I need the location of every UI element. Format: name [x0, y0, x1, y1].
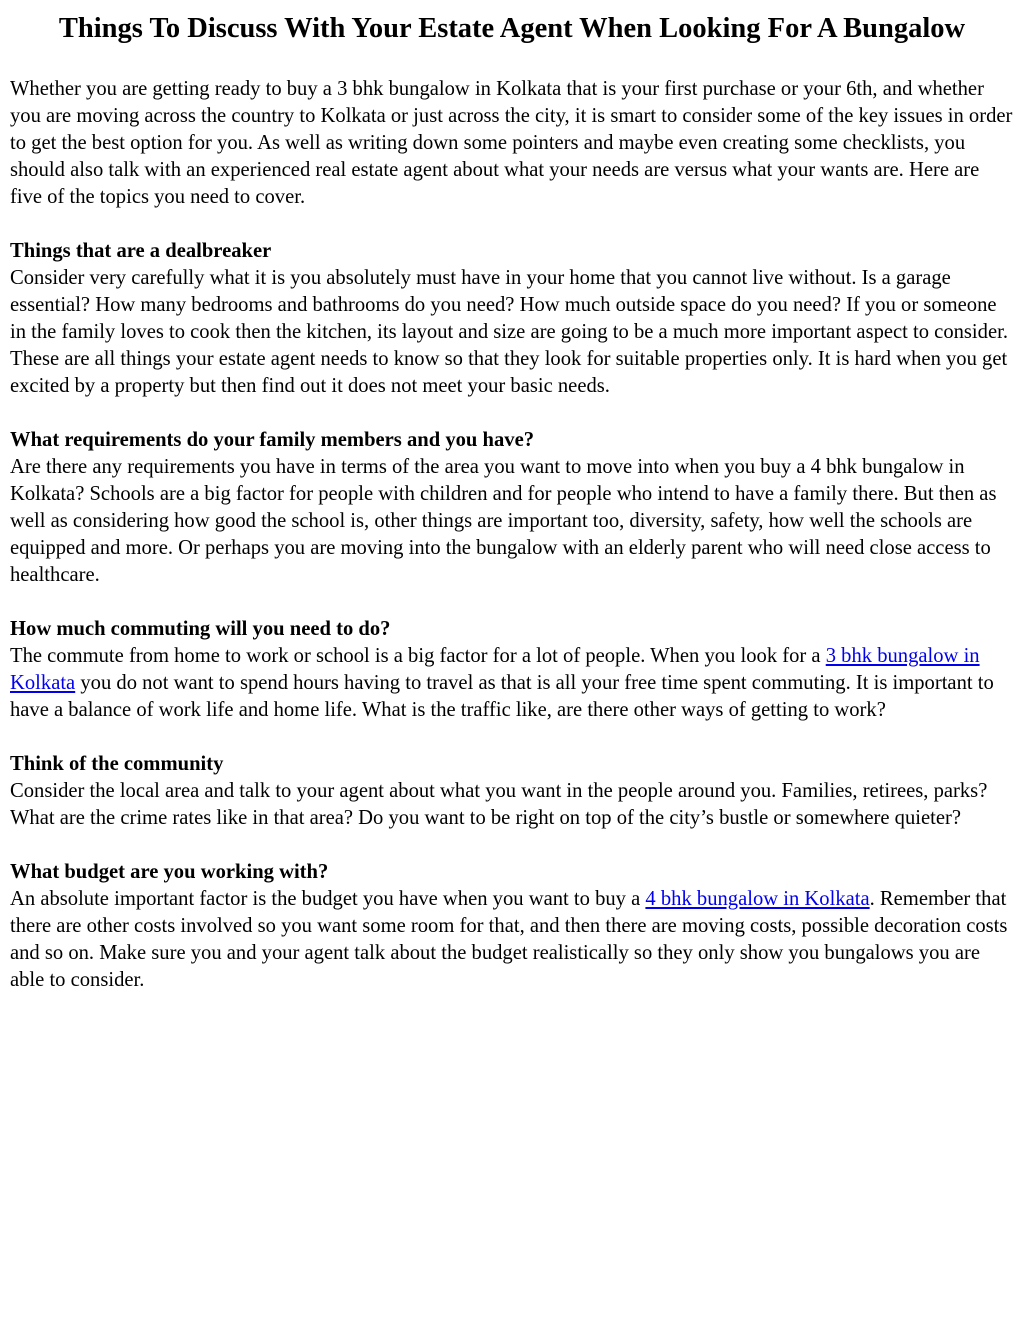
section-community — [10, 751, 1014, 832]
bungalow-3bhk-link[interactable]: 3 bhk bungalow in Kolkata — [10, 645, 980, 694]
bungalow-4bhk-link[interactable]: 4 bhk bungalow in Kolkata — [645, 888, 870, 910]
section-heading: What requirements do your family members and you have? — [10, 429, 535, 451]
section-body: Are there any requirements you have in terms of the area you want to move into when you buy a 4 bhk bungalow in Kolkata? Schools are a big factor for people with children and for people who intend to have a family there. But then as well as considering how good the school is, other things are important too, diversity, safety, how well the schools are equipped and more. Or perhaps you are moving into the bungalow with an elderly parent who will need close access to healthcare. — [10, 456, 997, 586]
section-commuting — [10, 616, 1014, 724]
body-text: An absolute important factor is the budget you have when you want to buy a — [10, 888, 646, 910]
section-budget — [10, 859, 1014, 994]
body-text: you do not want to spend hours having to travel as that is all your free time spent commuting. It is important to have a balance of work life and home life. What is the traffic like, are there other ways of getting to work? — [10, 672, 994, 721]
body-text: . Remember that there are other costs involved so you want some room for that, and then there are moving costs, possible decoration costs and so on. Make sure you and your agent talk about the budget realistically so they only show you bungalows you are able to consider. — [10, 888, 1008, 991]
section-body: Consider the local area and talk to your agent about what you want in the people around you. Families, retirees, parks? What are the crime rates like in that area? Do you want to be right on top of the city’s bustle or somewhere quieter? — [10, 780, 988, 829]
body-text: The commute from home to work or school is a big factor for a lot of people. When you look for a — [10, 645, 826, 667]
section-body: Consider very carefully what it is you absolutely must have in your home that you cannot live without. Is a garage essential? How many bedrooms and bathrooms do you need? How much outside space do you need? If you or someone in the family loves to cook then the kitchen, its layout and size are going to be a much more important aspect to consider. These are all things your estate agent needs to know so that they look for suitable properties only. It is hard when you get excited by a property but then find out it does not meet your basic needs. — [10, 267, 1008, 397]
section-dealbreaker — [10, 238, 1014, 400]
section-heading: Think of the community — [10, 753, 224, 775]
section-requirements — [10, 427, 1014, 589]
section-heading: What budget are you working with? — [10, 861, 329, 883]
section-heading: Things that are a dealbreaker — [10, 240, 272, 262]
section-heading: How much commuting will you need to do? — [10, 618, 391, 640]
page-title: Things To Discuss With Your Estate Agent When Looking For A Bungalow — [58, 13, 966, 44]
section-body — [10, 886, 1014, 994]
section-body — [10, 643, 1014, 724]
intro-paragraph: Whether you are getting ready to buy a 3 bhk bungalow in Kolkata that is your first purchase or your 6th, and whether you are moving across the country to Kolkata or just across the city, it is smart to consider some of the key issues in order to get the best option for you. As well as writing down some pointers and maybe even creating some checklists, you should also talk with an experienced real estate agent about what your needs are versus what your wants are. Here are five of the topics you need to cover. — [10, 78, 1013, 208]
